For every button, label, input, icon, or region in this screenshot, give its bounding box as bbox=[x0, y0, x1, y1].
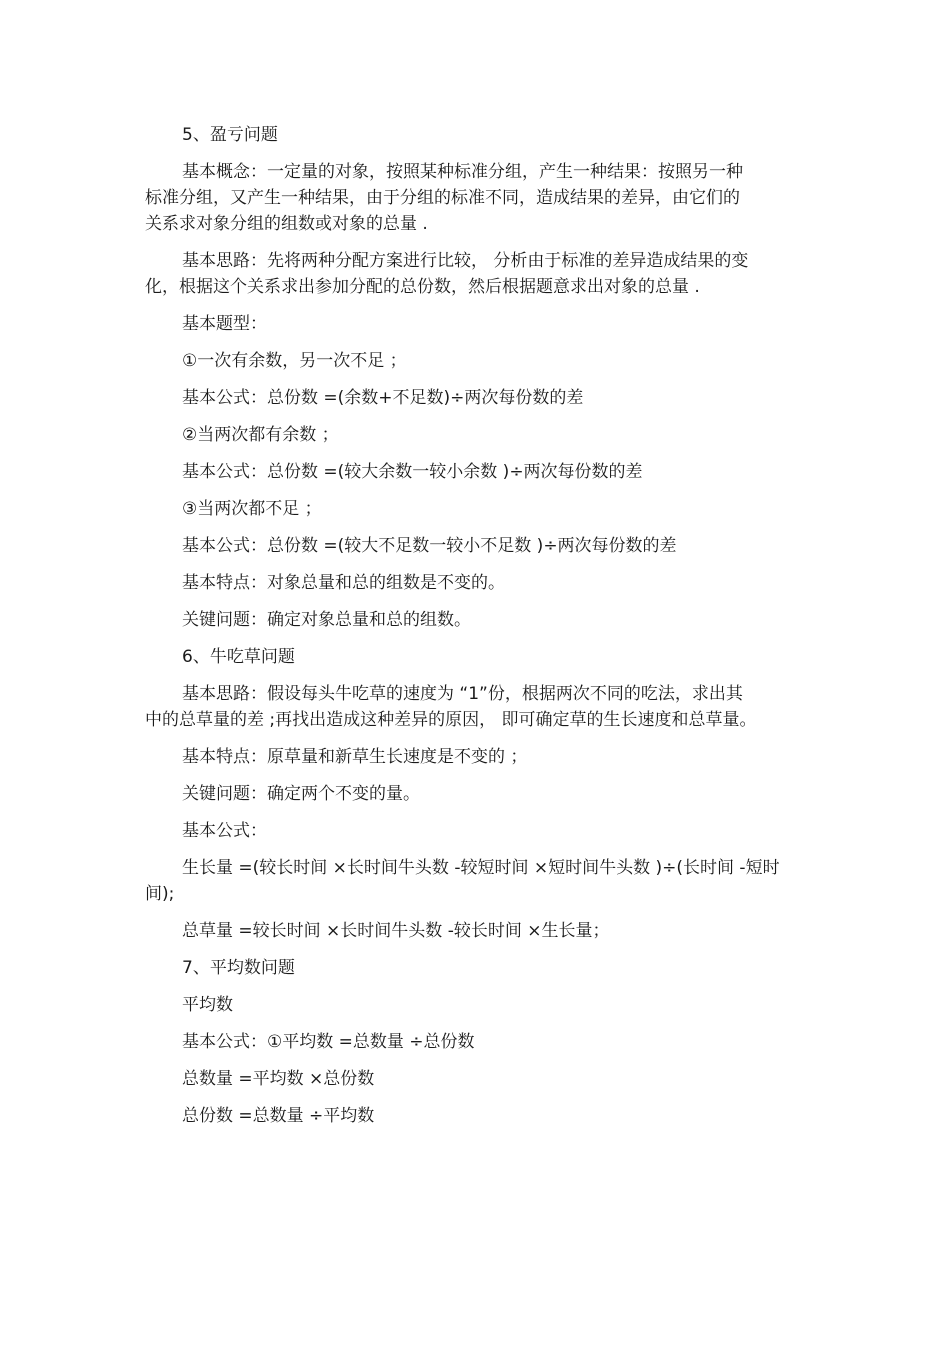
section-5-formula-2: 基本公式：总份数 =(较大余数一较小余数 )÷两次每份数的差 bbox=[182, 462, 643, 482]
section-7-sub: 平均数 bbox=[182, 995, 233, 1015]
idea6-line-2: 中的总草量的差 ;再找出造成这种差异的原因， 即可确定草的生长速度和总草量。 bbox=[145, 710, 757, 730]
section-5-concept bbox=[145, 159, 815, 237]
section-6-key: 关键问题：确定两个不变的量。 bbox=[182, 784, 420, 804]
idea6-line-1: 基本思路：假设每头牛吃草的速度为 “1”份，根据两次不同的吃法，求出其 bbox=[182, 684, 743, 704]
section-6-feature: 基本特点：原草量和新草生长速度是不变的 ； bbox=[182, 747, 528, 767]
section-5-key: 关键问题：确定对象总量和总的组数。 bbox=[182, 610, 471, 630]
document-body bbox=[145, 122, 815, 1140]
section-7-formula-3: 总份数 =总数量 ÷平均数 bbox=[182, 1106, 375, 1126]
section-6-heading: 6、牛吃草问题 bbox=[182, 647, 295, 667]
idea-line-1: 基本思路：先将两种分配方案进行比较， 分析由于标准的差异造成结果的变 bbox=[182, 251, 749, 271]
section-5-type-2: ②当两次都有余数 ； bbox=[182, 425, 339, 445]
growth-line-2: 间); bbox=[145, 884, 175, 904]
section-6-idea bbox=[145, 681, 815, 733]
section-5-type-1: ①一次有余数，另一次不足 ； bbox=[182, 351, 407, 371]
section-5-formula-3: 基本公式：总份数 =(较大不足数一较小不足数 )÷两次每份数的差 bbox=[182, 536, 677, 556]
section-6-total-formula: 总草量 =较长时间 ×长时间牛头数 -较长时间 ×生长量； bbox=[182, 921, 610, 941]
growth-line-1: 生长量 =(较长时间 ×长时间牛头数 -较短时间 ×短时间牛头数 )÷(长时间 -短时 bbox=[182, 858, 780, 878]
section-5-heading: 5、盈亏问题 bbox=[182, 125, 278, 145]
section-5-formula-1: 基本公式：总份数 =(余数+不足数)÷两次每份数的差 bbox=[182, 388, 584, 408]
section-5-idea bbox=[145, 248, 815, 300]
section-7-formula-2: 总数量 =平均数 ×总份数 bbox=[182, 1069, 375, 1089]
section-7-heading: 7、平均数问题 bbox=[182, 958, 295, 978]
idea-line-2: 化，根据这个关系求出参加分配的总份数，然后根据题意求出对象的总量 . bbox=[145, 277, 700, 297]
section-5-types-label: 基本题型： bbox=[182, 314, 267, 334]
section-7-formula-1: 基本公式：①平均数 =总数量 ÷总份数 bbox=[182, 1032, 475, 1052]
concept-line-3: 关系求对象分组的组数或对象的总量 . bbox=[145, 214, 428, 234]
section-6-growth-formula bbox=[145, 855, 815, 907]
section-6-formula-label: 基本公式： bbox=[182, 821, 267, 841]
concept-line-1: 基本概念：一定量的对象，按照某种标准分组，产生一种结果：按照另一种 bbox=[182, 162, 743, 182]
section-5-feature: 基本特点：对象总量和总的组数是不变的。 bbox=[182, 573, 505, 593]
concept-line-2: 标准分组，又产生一种结果，由于分组的标准不同，造成结果的差异，由它们的 bbox=[145, 188, 740, 208]
section-5-type-3: ③当两次都不足 ； bbox=[182, 499, 322, 519]
